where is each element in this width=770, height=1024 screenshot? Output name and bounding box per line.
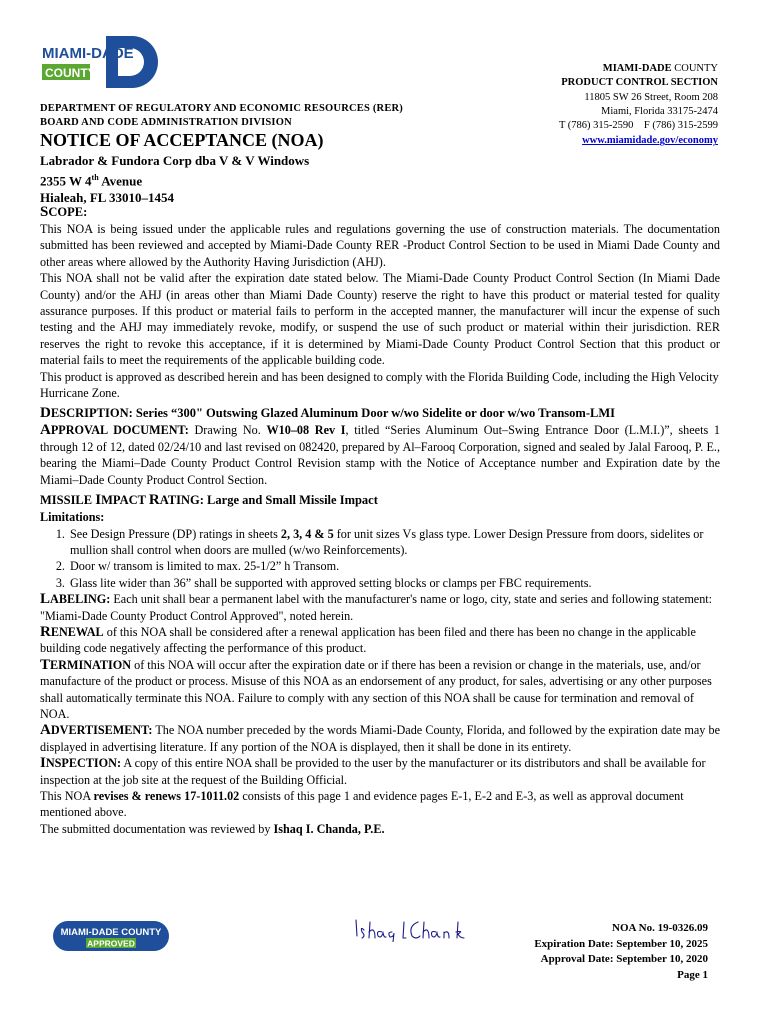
department-block	[40, 102, 403, 130]
scope-paragraph-3: This product is approved as described herein and has been designed to comply with the Florida Building Code, including the High Velocity Hurricane Zone.	[40, 369, 719, 401]
approval-document-paragraph: APPROVAL DOCUMENT: Drawing No. W10–08 Rev I, titled “Series Aluminum Out–Swing Entrance Door (L.M.I.)”, sheets 1 through 12 of 12, dated 02/24/10 and last revised on 082420, prepared by Al–Farooq Corporation, signed and sealed by Jalal Farooq, P. E., bearing the Miami–Dade County Product Control Revision stamp with the Notice of Acceptance number and Expiration date by the Miami–Dade County Product Control Section.	[40, 422, 720, 487]
labeling-heading: LABELING:	[40, 591, 111, 608]
department-line: DEPARTMENT OF REGULATORY AND ECONOMIC RESOURCES (RER)	[40, 103, 404, 114]
expiration-date: Expiration Date: September 10, 2025	[534, 937, 708, 950]
inspection-heading: INSPECTION:	[40, 755, 122, 772]
document-body	[40, 204, 720, 837]
approval-date: Approval Date: September 10, 2020	[540, 953, 708, 965]
approval-heading: APPROVAL DOCUMENT:	[40, 422, 189, 439]
list-item: 2. Door w/ transom is limited to max. 25-1/2” h Transom.	[68, 558, 720, 574]
logo-text-county: COUNTY	[45, 66, 96, 80]
drawing-number: W10–08 Rev I	[266, 423, 346, 438]
reviewed-by-paragraph: The submitted documentation was reviewed by Ishaq I. Chanda, P.E.	[40, 821, 385, 836]
document-title: NOTICE OF ACCEPTANCE (NOA)	[40, 130, 324, 150]
renewal-heading: RENEWAL	[40, 623, 104, 640]
approved-logo-county: MIAMI-DADE COUNTY	[60, 927, 162, 938]
revises-paragraph: This NOA revises & renews 17-1011.02 consists of this page 1 and evidence pages E-1, E-2 and E-3, as well as approval document mentioned above.	[40, 789, 684, 820]
termination-paragraph: TERMINATION of this NOA will occur after the expiration date or if there has been a revision or change in the materials, use, and/or manufacture of the product or process. Misuse of this NOA as an endorsement of any product, for sales, advertising or any other purposes shall automatically terminate this NOA. Failure to comply with any section of this NOA shall be cause for termination and removal of NOA.	[40, 656, 712, 721]
noa-footer-info	[534, 921, 708, 983]
website-link[interactable]: www.miamidade.gov/economy	[582, 135, 718, 147]
section-name: PRODUCT CONTROL SECTION	[561, 77, 718, 89]
address-line-1: 11805 SW 26 Street, Room 208	[584, 91, 718, 103]
county-name-bold: MIAMI-DADE	[602, 63, 672, 74]
miami-dade-county-logo	[40, 34, 158, 90]
description-heading: DESCRIPTION: Series “300" Outswing Glazed Aluminum Door w/wo Sidelite or door w/wo Transom-LMI	[40, 405, 615, 422]
scope-paragraph-1: This NOA is being issued under the applicable rules and regulations governing the use of construction materials. The documentation submitted has been reviewed and accepted by Miami-Dade County RER -Product Control Section to be used in Miami Dade County and other areas where allowed by the Authority Having Jurisdiction (AHJ).	[40, 222, 720, 269]
company-city: Hialeah, FL 33010–1454	[40, 190, 174, 206]
address-line-2: Miami, Florida 33175-2474	[601, 105, 718, 117]
labeling-paragraph: LABELING: Each unit shall bear a permanent label with the manufacturer's name or logo, city, state and series and following statement: "Miami-Dade County Product Control Approved", noted herein.	[40, 591, 713, 623]
renewal-paragraph: RENEWAL of this NOA shall be considered after a renewal application has been filed and there has been no change in the applicable building code negatively affecting the performance of this product.	[40, 623, 696, 656]
inspection-paragraph: INSPECTION: A copy of this entire NOA shall be provided to the user by the manufacturer or its distributors and shall be available for inspection at the job site at the request of the Building Official.	[40, 755, 706, 787]
county-name-rest: COUNTY	[671, 63, 718, 74]
approved-logo	[52, 920, 170, 952]
company-block	[40, 152, 309, 206]
noa-number: NOA No. 19-0326.09	[612, 922, 708, 934]
advertisement-paragraph: ADVERTISEMENT: The NOA number preceded by the words Miami-Dade County, Florida, and followed by the expiration date may be displayed in advertising literature. If any portion of the NOA is displayed, then it shall be done in its entirety.	[40, 722, 720, 754]
list-item: 1. See Design Pressure (DP) ratings in sheets 2, 3, 4 & 5 for unit sizes Vs glass type. Lower Design Pressure from doors, sidelites or mullion shall control when doors are mulled (w/wo Reinforcements).	[68, 526, 720, 559]
phone-fax: T (786) 315-2590 F (786) 315-2599	[558, 120, 718, 132]
advertisement-heading: ADVERTISEMENT:	[40, 722, 153, 739]
scope-paragraph-2: This NOA shall not be valid after the expiration date stated below. The Miami-Dade County Product Control Section (In Miami Dade County) and/or the AHJ (in areas other than Miami Dade County) reserve the right to have this product or material tested for quality assurance purposes. If this product or material fails to perform in the accepted manner, the manufacturer will incur the expense of such testing and the AHJ may immediately revoke, modify, or suspend the use of such product or material within their jurisdiction. RER reserves the right to revoke this acceptance, if it is determined by Miami-Dade County Product Control Section that this product or material fails to meet the requirements of the applicable building code.	[40, 271, 720, 368]
missile-impact-heading: MISSILE IMPACT RATING: Large and Small Missile Impact	[40, 492, 378, 509]
termination-heading: TERMINATION	[40, 656, 132, 673]
company-street: 2355 W 4th Avenue	[40, 173, 143, 189]
scope-heading: SCOPE:	[40, 204, 88, 220]
signature	[352, 912, 482, 942]
county-contact-block	[559, 62, 718, 149]
page-number: Page 1	[677, 968, 708, 981]
approved-logo-approved: APPROVED	[87, 938, 135, 949]
company-name: Labrador & Fundora Corp dba V & V Windows	[40, 153, 310, 168]
division-line: BOARD AND CODE ADMINISTRATION DIVISION	[40, 117, 292, 128]
limitations-label: Limitations:	[40, 510, 105, 525]
logo-text-miami-dade: MIAMI-DADE	[42, 45, 134, 62]
list-item: 3. Glass lite wider than 36” shall be supported with approved setting blocks or clamps per FBC requirements.	[68, 575, 720, 591]
limitations-list	[40, 526, 720, 592]
